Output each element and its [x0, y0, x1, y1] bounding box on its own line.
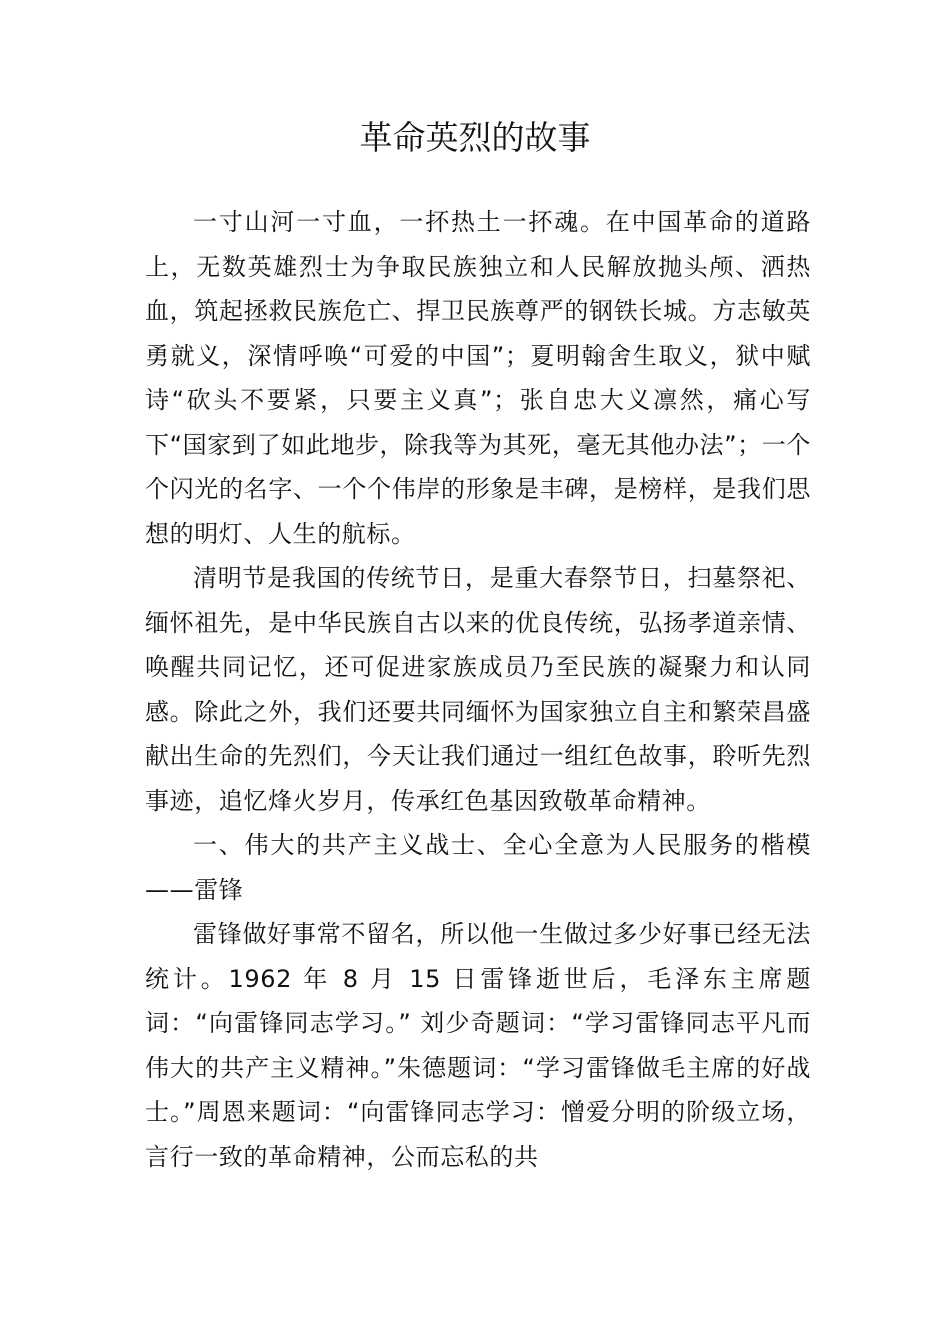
section-heading-leifeng: 一、伟大的共产主义战士、全心全意为人民服务的楷模——雷锋 — [145, 831, 811, 904]
paragraph-qingming: 清明节是我国的传统节日，是重大春祭节日，扫墓祭祀、缅怀祖先，是中华民族自古以来的优良传统，弘扬孝道亲情、唤醒共同记忆，还可促进家族成员乃至民族的凝聚力和认同感。除此之外，我们还要共同缅怀为国家独立自主和繁荣昌盛献出生命的先烈们，今天让我们通过一组红色故事，聆听先烈事迹，追忆烽火岁月，传承红色基因致敬革命精神。 — [145, 564, 811, 815]
document-title: 革命英烈的故事 — [359, 118, 591, 157]
document-body — [145, 200, 811, 1179]
paragraph-leifeng: 雷锋做好事常不留名，所以他一生做过多少好事已经无法统计。1962 年 8 月 15 日雷锋逝世后，毛泽东主席题词：“向雷锋同志学习。” 刘少奇题词：“学习雷锋同志平凡而伟大的共产主义精神。”朱德题词：“学习雷锋做毛主席的好战士。”周恩来题词：“向雷锋同志学习：憎爱分明的阶级立场，言行一致的革命精神，公而忘私的共 — [145, 920, 811, 1171]
paragraph-intro: 一寸山河一寸血，一抔热土一抔魂。在中国革命的道路上，无数英雄烈士为争取民族独立和人民解放抛头颅、洒热血，筑起拯救民族危亡、捍卫民族尊严的钢铁长城。方志敏英勇就义，深情呼唤“可爱的中国”；夏明翰舍生取义，狱中赋诗“砍头不要紧，只要主义真”；张自忠大义凛然，痛心写下“国家到了如此地步，除我等为其死，毫无其他办法”；一个个闪光的名字、一个个伟岸的形象是丰碑，是榜样，是我们思想的明灯、人生的航标。 — [145, 208, 811, 548]
